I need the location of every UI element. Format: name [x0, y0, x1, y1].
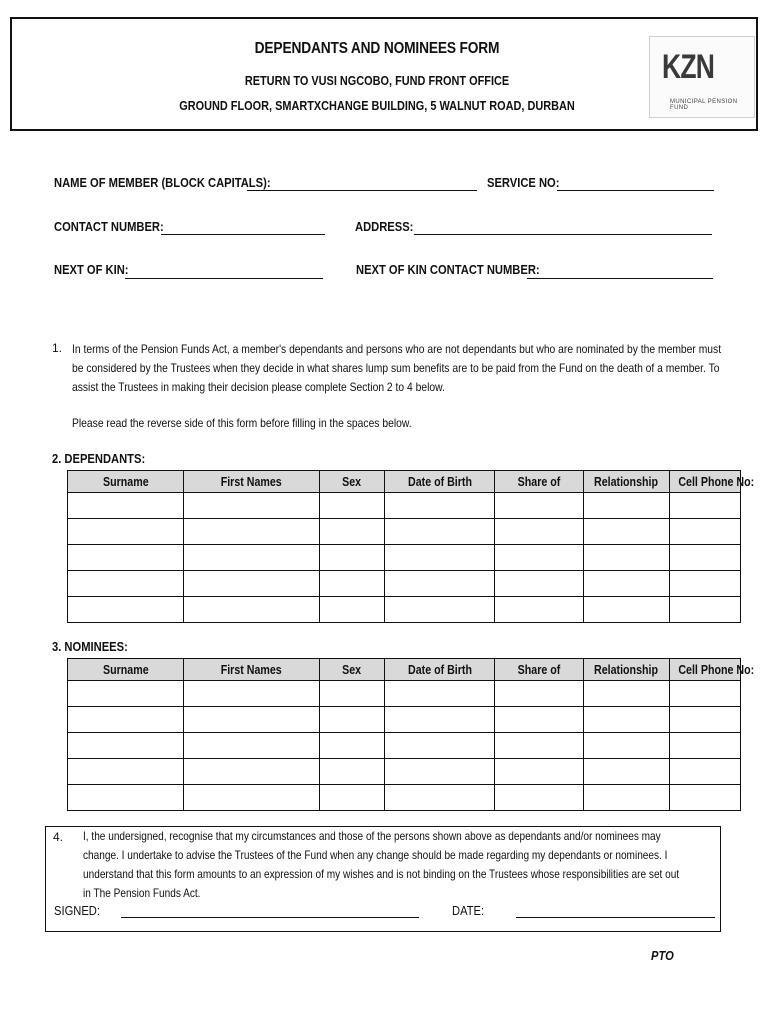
- table-cell[interactable]: [68, 493, 184, 519]
- address-field[interactable]: [414, 234, 712, 235]
- table-cell[interactable]: [68, 733, 184, 759]
- table-row: [68, 707, 741, 733]
- next-of-kin-label: NEXT OF KIN:: [54, 262, 129, 277]
- dependants-heading: 2. DEPENDANTS:: [52, 451, 146, 466]
- table-cell[interactable]: [495, 681, 584, 707]
- office-address-line: GROUND FLOOR, SMARTXCHANGE BUILDING, 5 WALNUT ROAD, DURBAN: [179, 98, 575, 113]
- table-cell[interactable]: [320, 759, 385, 785]
- section-1-text: In terms of the Pension Funds Act, a member's dependants and persons who are not dependants but who are nominated by the member must be considered by the Trustees when they decide in what shares lump sum benefits are to be paid from the Fund on the death of a member. To assist the Trustees in making their decision please complete Section 2 to 4 below.: [72, 342, 722, 394]
- logo-subtitle: MUNICIPAL PENSION FUND: [670, 99, 738, 111]
- return-address-line: RETURN TO VUSI NGCOBO, FUND FRONT OFFICE: [244, 73, 510, 88]
- table-cell[interactable]: [495, 597, 584, 623]
- table-cell[interactable]: [670, 571, 741, 597]
- col-relationship: Relationship: [584, 659, 670, 681]
- nominees-table: [67, 658, 755, 811]
- table-cell[interactable]: [320, 597, 385, 623]
- table-cell[interactable]: [495, 733, 584, 759]
- table-cell[interactable]: [385, 571, 495, 597]
- table-cell[interactable]: [495, 785, 584, 811]
- table-cell[interactable]: [320, 545, 385, 571]
- table-cell[interactable]: [68, 759, 184, 785]
- col-sex: Sex: [320, 659, 385, 681]
- col-relationship: Relationship: [584, 471, 670, 493]
- table-cell[interactable]: [385, 493, 495, 519]
- table-row: [68, 759, 741, 785]
- logo-mark: KZN: [662, 48, 715, 86]
- table-cell[interactable]: [670, 597, 741, 623]
- table-cell[interactable]: [385, 785, 495, 811]
- service-no-label: SERVICE NO:: [487, 175, 560, 190]
- date-label: DATE:: [452, 903, 485, 918]
- col-cell-phone: Cell Phone No:: [670, 471, 741, 493]
- table-cell[interactable]: [68, 545, 184, 571]
- table-cell[interactable]: [385, 597, 495, 623]
- table-cell[interactable]: [495, 759, 584, 785]
- table-cell[interactable]: [584, 733, 670, 759]
- form-header: [10, 17, 758, 131]
- table-cell[interactable]: [320, 571, 385, 597]
- table-cell[interactable]: [584, 519, 670, 545]
- table-cell[interactable]: [184, 759, 320, 785]
- table-cell[interactable]: [320, 519, 385, 545]
- member-name-label: NAME OF MEMBER (BLOCK CAPITALS):: [54, 175, 271, 190]
- table-cell[interactable]: [320, 493, 385, 519]
- table-cell[interactable]: [68, 707, 184, 733]
- table-cell[interactable]: [670, 733, 741, 759]
- table-cell[interactable]: [670, 493, 741, 519]
- table-cell[interactable]: [584, 571, 670, 597]
- table-row: [68, 519, 741, 545]
- table-cell[interactable]: [184, 493, 320, 519]
- table-cell[interactable]: [495, 493, 584, 519]
- table-cell[interactable]: [68, 785, 184, 811]
- col-surname: Surname: [68, 471, 184, 493]
- table-cell[interactable]: [584, 493, 670, 519]
- service-no-field[interactable]: [557, 190, 714, 191]
- nominees-header-row: [68, 659, 741, 681]
- col-cell-phone: Cell Phone No:: [670, 659, 741, 681]
- table-cell[interactable]: [385, 707, 495, 733]
- table-cell[interactable]: [495, 545, 584, 571]
- table-cell[interactable]: [670, 681, 741, 707]
- col-sex: Sex: [320, 471, 385, 493]
- table-cell[interactable]: [184, 571, 320, 597]
- table-cell[interactable]: [670, 785, 741, 811]
- col-share-of: Share of: [495, 471, 584, 493]
- table-row: [68, 681, 741, 707]
- next-of-kin-field[interactable]: [125, 278, 323, 279]
- table-cell[interactable]: [584, 681, 670, 707]
- table-cell[interactable]: [320, 785, 385, 811]
- col-first-names: First Names: [184, 471, 320, 493]
- table-row: [68, 597, 741, 623]
- col-surname: Surname: [68, 659, 184, 681]
- table-cell[interactable]: [184, 597, 320, 623]
- table-cell[interactable]: [385, 681, 495, 707]
- col-date-of-birth: Date of Birth: [385, 471, 495, 493]
- table-cell[interactable]: [670, 759, 741, 785]
- table-cell[interactable]: [184, 785, 320, 811]
- table-row: [68, 545, 741, 571]
- col-share-of: Share of: [495, 659, 584, 681]
- table-cell[interactable]: [184, 519, 320, 545]
- signed-label: SIGNED:: [54, 903, 100, 918]
- table-cell[interactable]: [385, 519, 495, 545]
- next-of-kin-contact-field[interactable]: [527, 278, 713, 279]
- table-cell[interactable]: [68, 681, 184, 707]
- col-date-of-birth: Date of Birth: [385, 659, 495, 681]
- form-title: DEPENDANTS AND NOMINEES FORM: [254, 40, 500, 57]
- table-cell[interactable]: [184, 733, 320, 759]
- table-cell[interactable]: [184, 545, 320, 571]
- table-cell[interactable]: [385, 733, 495, 759]
- nominees-heading: 3. NOMINEES:: [52, 639, 128, 654]
- table-cell[interactable]: [495, 519, 584, 545]
- col-first-names: First Names: [184, 659, 320, 681]
- next-of-kin-contact-label: NEXT OF KIN CONTACT NUMBER:: [356, 262, 540, 277]
- section-4-number: 4.: [53, 830, 64, 844]
- table-cell[interactable]: [670, 545, 741, 571]
- table-cell[interactable]: [584, 785, 670, 811]
- date-field[interactable]: [516, 917, 715, 918]
- declaration-text: I, the undersigned, recognise that my circumstances and those of the persons shown above as dependants and/or nominees may change. I undertake to advise the Trustees of the Fund when any change should be made regarding my dependants or nominees. I understand that this form amounts to an expression of my wishes and is not binding on the Trustees whose responsibilities are set out in The Pension Funds Act.: [83, 829, 680, 900]
- pto-label: PTO: [651, 948, 674, 963]
- table-cell[interactable]: [584, 759, 670, 785]
- table-cell[interactable]: [320, 733, 385, 759]
- table-cell[interactable]: [385, 545, 495, 571]
- table-cell[interactable]: [320, 707, 385, 733]
- table-cell[interactable]: [495, 571, 584, 597]
- table-cell[interactable]: [68, 571, 184, 597]
- member-name-field[interactable]: [247, 190, 477, 191]
- table-cell[interactable]: [68, 597, 184, 623]
- contact-number-field[interactable]: [161, 234, 325, 235]
- table-cell[interactable]: [670, 519, 741, 545]
- table-cell[interactable]: [68, 519, 184, 545]
- dependants-table: [67, 470, 755, 623]
- kzn-logo: [649, 36, 755, 118]
- table-cell[interactable]: [320, 681, 385, 707]
- table-cell[interactable]: [385, 759, 495, 785]
- address-label: ADDRESS:: [355, 219, 414, 234]
- table-cell[interactable]: [584, 597, 670, 623]
- declaration-box: [45, 826, 721, 932]
- table-cell[interactable]: [495, 707, 584, 733]
- table-row: [68, 571, 741, 597]
- table-cell[interactable]: [184, 707, 320, 733]
- section-1-number: 1.: [52, 341, 63, 355]
- table-cell[interactable]: [584, 545, 670, 571]
- signature-field[interactable]: [121, 917, 419, 918]
- table-cell[interactable]: [584, 707, 670, 733]
- contact-number-label: CONTACT NUMBER:: [54, 219, 164, 234]
- table-row: [68, 493, 741, 519]
- section-1-note: Please read the reverse side of this form before filling in the spaces below.: [72, 416, 412, 430]
- dependants-header-row: [68, 471, 741, 493]
- table-row: [68, 733, 741, 759]
- table-cell[interactable]: [670, 707, 741, 733]
- table-cell[interactable]: [184, 681, 320, 707]
- table-row: [68, 785, 741, 811]
